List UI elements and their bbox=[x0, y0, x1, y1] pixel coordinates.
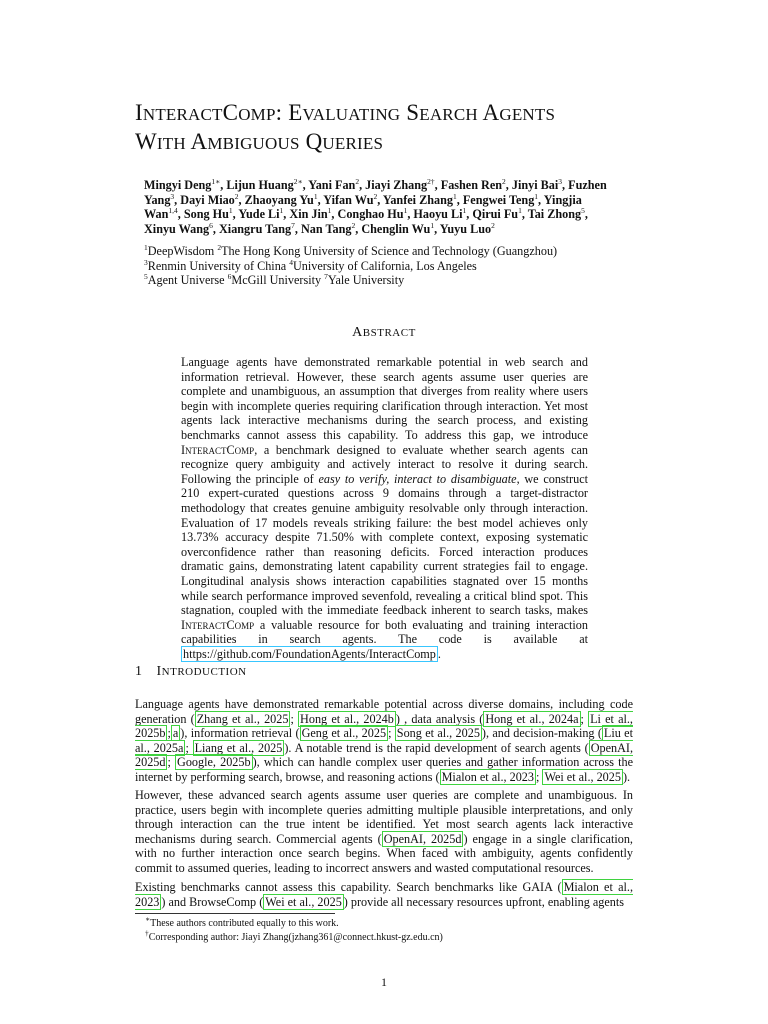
title-segment: EARCH bbox=[419, 105, 478, 124]
affiliation-number: 4 bbox=[289, 257, 293, 267]
paragraph-text: ; bbox=[185, 740, 193, 755]
author-name: Xiangru Tang bbox=[219, 221, 292, 236]
citation-link[interactable]: Song et al., 2025 bbox=[396, 726, 480, 741]
title-segment: A bbox=[185, 129, 208, 154]
author bbox=[301, 222, 355, 236]
author-name: Fashen Ren bbox=[440, 178, 503, 192]
author-affiliation-mark: 3 bbox=[170, 191, 175, 201]
title-segment: S bbox=[400, 100, 420, 125]
author-affiliation-mark: 2 bbox=[355, 176, 360, 186]
author-affiliation-mark: 1,4 bbox=[168, 206, 178, 216]
section-title-cap: I bbox=[156, 664, 162, 679]
author-name: Yingjia Wan bbox=[144, 192, 582, 222]
title-line-1 bbox=[135, 100, 555, 125]
author bbox=[472, 207, 521, 221]
intro-paragraph-3 bbox=[135, 880, 633, 909]
abstract-heading-rest: BSTRACT bbox=[362, 327, 416, 339]
paragraph-text: ) and BrowseComp ( bbox=[161, 894, 264, 909]
paragraph-text: ; bbox=[167, 755, 176, 770]
paragraph-text: However, these advanced search agents assume user queries are complete and unambiguous. In practice, users begin with incomplete queries admitting multiple plausible interpretations, and only through interaction can the true intent be identified. Yet most search agents lack interactive mechanisms during search. Commercial agents ( bbox=[135, 788, 633, 846]
affiliation-name: Yale University bbox=[327, 273, 405, 288]
author bbox=[512, 178, 562, 192]
author-affiliation-mark: 1 bbox=[279, 206, 284, 216]
affiliation-number: 3 bbox=[144, 257, 148, 267]
author-affiliation-mark: 1 bbox=[228, 206, 233, 216]
author-affiliation-mark: 2 bbox=[351, 220, 356, 230]
citation-link[interactable]: Hong et al., 2024a bbox=[485, 711, 579, 726]
title-segment: OMP bbox=[238, 105, 276, 124]
author-affiliation-mark: 1 bbox=[518, 206, 522, 216]
author-affiliation-mark: 2 bbox=[373, 191, 378, 201]
page-number: 1 bbox=[381, 975, 387, 989]
affiliation-name: University of California, Los Angeles bbox=[293, 258, 477, 273]
title-segment: C bbox=[222, 100, 239, 125]
affiliation-number: 7 bbox=[324, 272, 328, 282]
paragraph-text: Existing benchmarks cannot assess this capability. Search benchmarks like GAIA ( bbox=[135, 880, 562, 894]
title-segment: Q bbox=[299, 129, 323, 154]
author-name: Conghao Hu bbox=[337, 207, 404, 222]
affiliation-line bbox=[144, 259, 614, 274]
affiliation-name: Agent Universe bbox=[147, 273, 228, 288]
paragraph-text: ) provide all necessary resources upfront, enabling agents bbox=[343, 894, 625, 909]
affiliation-number: 2 bbox=[217, 242, 222, 252]
author-name: Haoyu Li bbox=[413, 207, 463, 222]
abstract-part: . bbox=[437, 646, 441, 661]
affiliation-name: The Hong Kong University of Science and Technology (Guangzhou) bbox=[221, 244, 558, 258]
abstract-text bbox=[181, 355, 588, 661]
author bbox=[219, 222, 295, 236]
paragraph-text: ), which can handle complex user queries and gather information across the internet by performing search, browse, and reasoning actions ( bbox=[135, 755, 633, 784]
intro-paragraph-1 bbox=[135, 697, 633, 785]
title-segment: MBIGUOUS bbox=[207, 134, 300, 153]
author-name: Jinyi Bai bbox=[511, 178, 559, 192]
paragraph-text: Language agents have demonstrated remarkable potential across diverse domains, including code generation ( bbox=[135, 697, 633, 726]
author-affiliation-mark: 6 bbox=[209, 220, 213, 230]
citation-link[interactable]: Liang et al., 2025 bbox=[194, 740, 283, 755]
title-segment: NTERACT bbox=[142, 105, 223, 124]
author-name: Zhaoyang Yu bbox=[244, 192, 314, 207]
author-name: Yude Li bbox=[238, 207, 280, 222]
citation-link[interactable]: Liu et al., 2025a bbox=[135, 726, 633, 755]
citation-link[interactable]: Hong et al., 2024b bbox=[300, 711, 394, 726]
author-affiliation-mark: 2∗ bbox=[293, 176, 303, 186]
title-line-2 bbox=[135, 129, 383, 154]
author bbox=[440, 222, 495, 236]
author-name: Nan Tang bbox=[301, 221, 352, 236]
author-name: Yani Fan bbox=[308, 178, 356, 192]
author-name: Chenglin Wu bbox=[361, 221, 431, 236]
abstract-heading bbox=[0, 325, 768, 341]
footnote-text: Corresponding author: Jiayi Zhang(jzhang361@connect.hkust-gz.edu.cn) bbox=[148, 932, 443, 943]
author bbox=[226, 178, 302, 192]
abstract-part: , a benchmark designed to evaluate whether search agents can recognize query ambiguity and actively interact to resolve it during search. Following the principle of bbox=[181, 442, 588, 486]
citation-link[interactable]: Zhang et al., 2025 bbox=[196, 711, 289, 726]
title-segment: GENTS bbox=[499, 105, 556, 124]
author-name: Fengwei Teng bbox=[462, 192, 535, 207]
citation-link[interactable]: Li et al., 2025b bbox=[135, 711, 633, 741]
footnote-text: These authors contributed equally to this work. bbox=[150, 918, 339, 929]
code-repository-link[interactable]: https://github.com/FoundationAgents/InteractComp bbox=[183, 646, 436, 661]
title-segment: A bbox=[477, 100, 500, 125]
section-number: 1 bbox=[135, 664, 143, 679]
affiliation-line bbox=[144, 273, 614, 288]
author bbox=[245, 193, 318, 207]
affiliation-number: 6 bbox=[227, 272, 232, 282]
title-segment: VALUATING bbox=[302, 105, 401, 124]
author-name: Mingyi Deng bbox=[144, 178, 212, 192]
author bbox=[441, 178, 506, 192]
benchmark-name: InteractComp bbox=[181, 617, 255, 632]
affiliation-line bbox=[144, 244, 614, 259]
author-affiliation-mark: 2 bbox=[491, 220, 495, 230]
author bbox=[361, 222, 434, 236]
author bbox=[463, 193, 538, 207]
section-title-rest: NTRODUCTION bbox=[161, 666, 247, 678]
title-segment: I bbox=[135, 100, 143, 125]
author bbox=[289, 207, 331, 221]
author-list: Mingyi Deng$^{1∗}$, Lijun Huang$^{2∗}$, Yani Fan$^2$, Jiayi Zhang$^{2\dagger}$, Fashen Ren$^2$, Jinyi Bai$^3$, Fuzhen Yang$^3$, Dayi Miao$^2$, Zhaoyang Yu$^1$, Yifan Wu$^2$, Yanfei Zhang$^1$, Fengwei Teng$^1$, Yingjia Wan$^{1,4}$, Song Hu$^1$, Yude Li$^1$, Xin Jin$^1$, Conghao Hu$^1$, Haoyu Li$^1$, Qirui Fu$^1$, Tai Zhong$^5$, Xinyu Wang$^6$, Xiangru Tang$^7$, Nan Tang$^2$, Chenglin Wu$^1$, Yuyu Luo$^2$ bbox=[144, 176, 607, 236]
author-name: Tai Zhong bbox=[527, 207, 582, 222]
author bbox=[144, 178, 220, 192]
author bbox=[184, 207, 233, 221]
benchmark-name: InteractComp bbox=[181, 442, 255, 457]
author-name: Lijun Huang bbox=[226, 178, 294, 192]
author-name: Yuyu Luo bbox=[439, 221, 492, 236]
section-heading-introduction bbox=[135, 664, 247, 680]
author-name: Fuzhen Yang bbox=[144, 178, 607, 207]
paragraph-text: ). A notable trend is the rapid development of search agents ( bbox=[284, 740, 589, 755]
title-segment: W bbox=[135, 129, 157, 154]
author-affiliation-mark: 7 bbox=[291, 220, 295, 230]
intro-paragraph-2 bbox=[135, 788, 633, 876]
author-name: Qirui Fu bbox=[472, 207, 519, 222]
footnote-mark: † bbox=[145, 928, 149, 938]
author-name: Jiayi Zhang bbox=[365, 178, 428, 192]
footnote-rule bbox=[135, 913, 335, 914]
author bbox=[180, 193, 238, 207]
paragraph-text: ; bbox=[580, 711, 589, 726]
abstract-part: , we construct 210 expert-curated questions across 9 domains through a target-distractor methodology that creates genuine ambiguity resolvable only through interaction. Evaluation of 17 models reveals striking failure: the best model achieves only 13.73% accuracy despite 71.50% with complete context, exposing systematic overconfidence rather than reasoning deficits. Forced interaction produces dramatic gains, demonstrating latent capability current strategies fail to engage. Longitudinal analysis shows interaction capabilities stagnated over 15 months while search performance improved sevenfold, revealing a critical blind spot. This stagnation, coupled with the immediate feedback inherent to search tasks, makes bbox=[181, 471, 588, 618]
author-affiliation-mark: 5 bbox=[581, 206, 585, 216]
citation-link[interactable]: Mialon et al., 2023 bbox=[441, 769, 534, 784]
citation-link[interactable]: Google, 2025b bbox=[177, 755, 251, 770]
author-name: Yifan Wu bbox=[323, 192, 374, 207]
author bbox=[323, 193, 377, 207]
paragraph-text: ; bbox=[167, 726, 171, 741]
title-segment: : E bbox=[275, 100, 303, 125]
author-affiliation-mark: 2† bbox=[427, 176, 435, 186]
affiliation-name: Renmin University of China bbox=[147, 258, 290, 273]
author-affiliation-mark: 1 bbox=[430, 220, 435, 230]
abstract-emphasis: easy to verify, interact to disambiguate bbox=[318, 471, 517, 486]
author-affiliation-mark: 1 bbox=[313, 191, 318, 201]
affiliation-name: McGill University bbox=[231, 273, 325, 288]
author bbox=[413, 207, 466, 221]
title-segment: UERIES bbox=[322, 134, 384, 153]
title-segment: ITH bbox=[156, 134, 186, 153]
author bbox=[144, 222, 213, 236]
affiliation-list bbox=[144, 244, 614, 288]
paragraph-text: ), and decision-making ( bbox=[481, 726, 602, 741]
footnote bbox=[145, 928, 625, 945]
abstract-heading-cap: A bbox=[352, 325, 363, 340]
author-affiliation-mark: 1 bbox=[453, 191, 457, 201]
author-name: Song Hu bbox=[183, 207, 229, 222]
citation-link[interactable]: Wei et al., 2025 bbox=[265, 894, 342, 909]
author-affiliation-mark: 1 bbox=[403, 206, 408, 216]
paper-title bbox=[135, 99, 655, 157]
paragraph-text: ) , data analysis ( bbox=[395, 711, 484, 726]
author-name: Yanfei Zhang bbox=[382, 192, 453, 207]
paragraph-text: ; bbox=[290, 711, 299, 726]
footnotes bbox=[145, 914, 625, 945]
citation-link[interactable]: a bbox=[172, 726, 179, 741]
author bbox=[338, 207, 408, 221]
affiliation-number: 1 bbox=[144, 242, 148, 252]
author-affiliation-mark: 1 bbox=[327, 206, 332, 216]
author bbox=[383, 193, 457, 207]
author-affiliation-mark: 2 bbox=[502, 176, 506, 186]
paragraph-text: ; bbox=[536, 769, 543, 784]
paragraph-text: ; bbox=[388, 726, 395, 741]
paragraph-text: ) engage in a single clarification, with no further interaction once search begins. When faced with ambiguity, agents confidently commit to assumed queries, leading to incorrect answers and wasted computational resources. bbox=[135, 831, 633, 875]
citation-link[interactable]: Geng et al., 2025 bbox=[301, 726, 387, 741]
citation-link[interactable]: Mialon et al., 2023 bbox=[135, 880, 634, 909]
paragraph-text: ), information retrieval ( bbox=[180, 726, 300, 741]
paragraph-text: ). bbox=[622, 769, 631, 784]
author-affiliation-mark: 3 bbox=[558, 176, 563, 186]
author-name: Xin Jin bbox=[289, 207, 328, 222]
author-affiliation-mark: 1 bbox=[534, 191, 539, 201]
author-name: Xinyu Wang bbox=[144, 221, 210, 236]
footnote-mark: ∗ bbox=[145, 914, 151, 924]
citation-link[interactable]: OpenAI, 2025d bbox=[383, 831, 462, 846]
author bbox=[528, 207, 585, 221]
author-affiliation-mark: 2 bbox=[234, 191, 239, 201]
citation-link[interactable]: Wei et al., 2025 bbox=[544, 769, 621, 784]
affiliation-name: DeepWisdom bbox=[147, 244, 218, 258]
abstract-part: a valuable resource for both evaluating and training interaction capabilities in search agents. The code is available at bbox=[181, 617, 588, 647]
affiliation-number: 5 bbox=[144, 272, 148, 282]
citation-link[interactable]: OpenAI, 2025d bbox=[135, 740, 633, 770]
author bbox=[308, 178, 359, 192]
author-name: Dayi Miao bbox=[180, 192, 235, 207]
author-affiliation-mark: 1 bbox=[462, 206, 467, 216]
footnote bbox=[145, 914, 625, 931]
author-affiliation-mark: 1∗ bbox=[211, 176, 221, 186]
author bbox=[238, 207, 283, 221]
abstract-part: Language agents have demonstrated remarkable potential in web search and information retrieval. However, these search agents assume user queries are complete and unambiguous, an assumption that diverges from reality where users begin with incomplete queries requiring clarification through interaction. Yet most agents lack interactive mechanisms during the search process, and existing benchmarks cannot assess this capability. To address this gap, we introduce bbox=[181, 355, 588, 442]
author bbox=[365, 178, 434, 192]
